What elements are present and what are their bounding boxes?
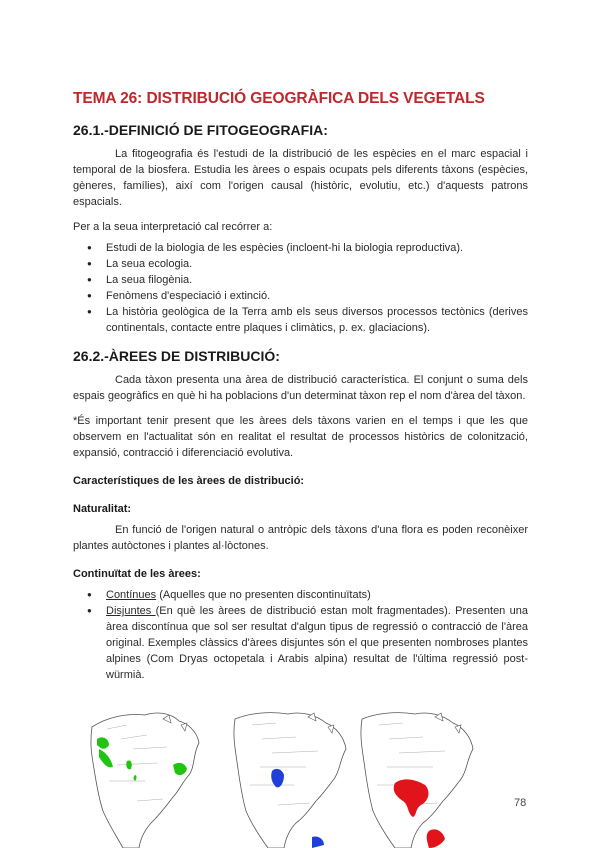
map-blue-distribution [232,709,352,848]
subheading-naturalitat: Naturalitat: [73,503,132,515]
subheading-continuitat: Continuïtat de les àrees: [73,568,201,580]
term-continues: Contínues [106,589,157,601]
bullet-list-continuitat [73,587,528,683]
map-green-distribution [87,709,207,848]
list-item: ● La seua ecologia. [73,256,528,272]
paragraph: *És important tenir present que les àrees dels tàxons varien en el temps i que les que observem en l'actualitat són en realitat el resultat de processos històrics de colonització, expansió, contracció i diferenciació evolutiva. [73,415,528,459]
paragraph: En funció de l'origen natural o antròpic dels tàxons d'una flora es poden reconèixer plantes autòctones i plantes al·lòctones. [73,524,528,552]
subheading-caracteristiques: Característiques de les àrees de distribució: [73,475,305,487]
page-number: 78 [514,797,527,809]
list-item: ● La seua filogènia. [73,272,528,288]
section-heading-fitogeografia: 26.1.-DEFINICIÓ DE FITOGEOGRAFIA: [73,122,328,138]
paragraph: La fitogeografia és l'estudi de la distribució de les espècies en el marc espacial i temporal de la biosfera. Estudia les àrees o espais ocupats pels diferents tàxons (espècies, gèneres, famílies), així com l'origen causal (històric, evolutiu, etc.) d'aquests patrons espacials. [73,148,528,208]
bullet-list [73,240,528,336]
term-disjuntes: Disjuntes [106,605,156,617]
page-title: TEMA 26: DISTRIBUCIÓ GEOGRÀFICA DELS VEGETALS [73,90,485,107]
paragraph: Per a la seua interpretació cal recórrer a: [73,221,273,233]
list-item: ● Fenòmens d'especiació i extinció. [73,288,528,304]
list-item: ● Contínues (Aquelles que no presenten discontinuïtats) [73,587,528,603]
paragraph: Cada tàxon presenta una àrea de distribució característica. El conjunt o suma dels espais geogràfics en què hi ha poblacions d'un determinat tàxon rep el nom d'àrea del tàxon. [73,374,528,402]
list-item: ● Estudi de la biologia de les espècies (incloent-hi la biologia reproductiva). [73,240,528,256]
page-content [73,90,528,683]
list-item: ● Disjuntes (En què les àrees de distribució estan molt fragmentades). Presenten una àrea discontínua que sol ser resultat d'algun tipus de regressió o contracció de l'àrea original. Exemples clàssics d'àrees disjuntes són el que presenten nombroses plantes alpines (Com Dryas octopetala i Arabis alpina) resultat de l'última regressió post-würmià. [73,603,528,683]
distribution-maps [87,709,497,848]
section-heading-arees: 26.2.-ÀREES DE DISTRIBUCIÓ: [73,348,280,364]
list-item: ● La història geològica de la Terra amb els seus diversos processos tectònics (derives continentals, contacte entre plaques i climàtics, p. ex. glaciacions). [73,304,528,336]
map-red-distribution [359,709,479,848]
